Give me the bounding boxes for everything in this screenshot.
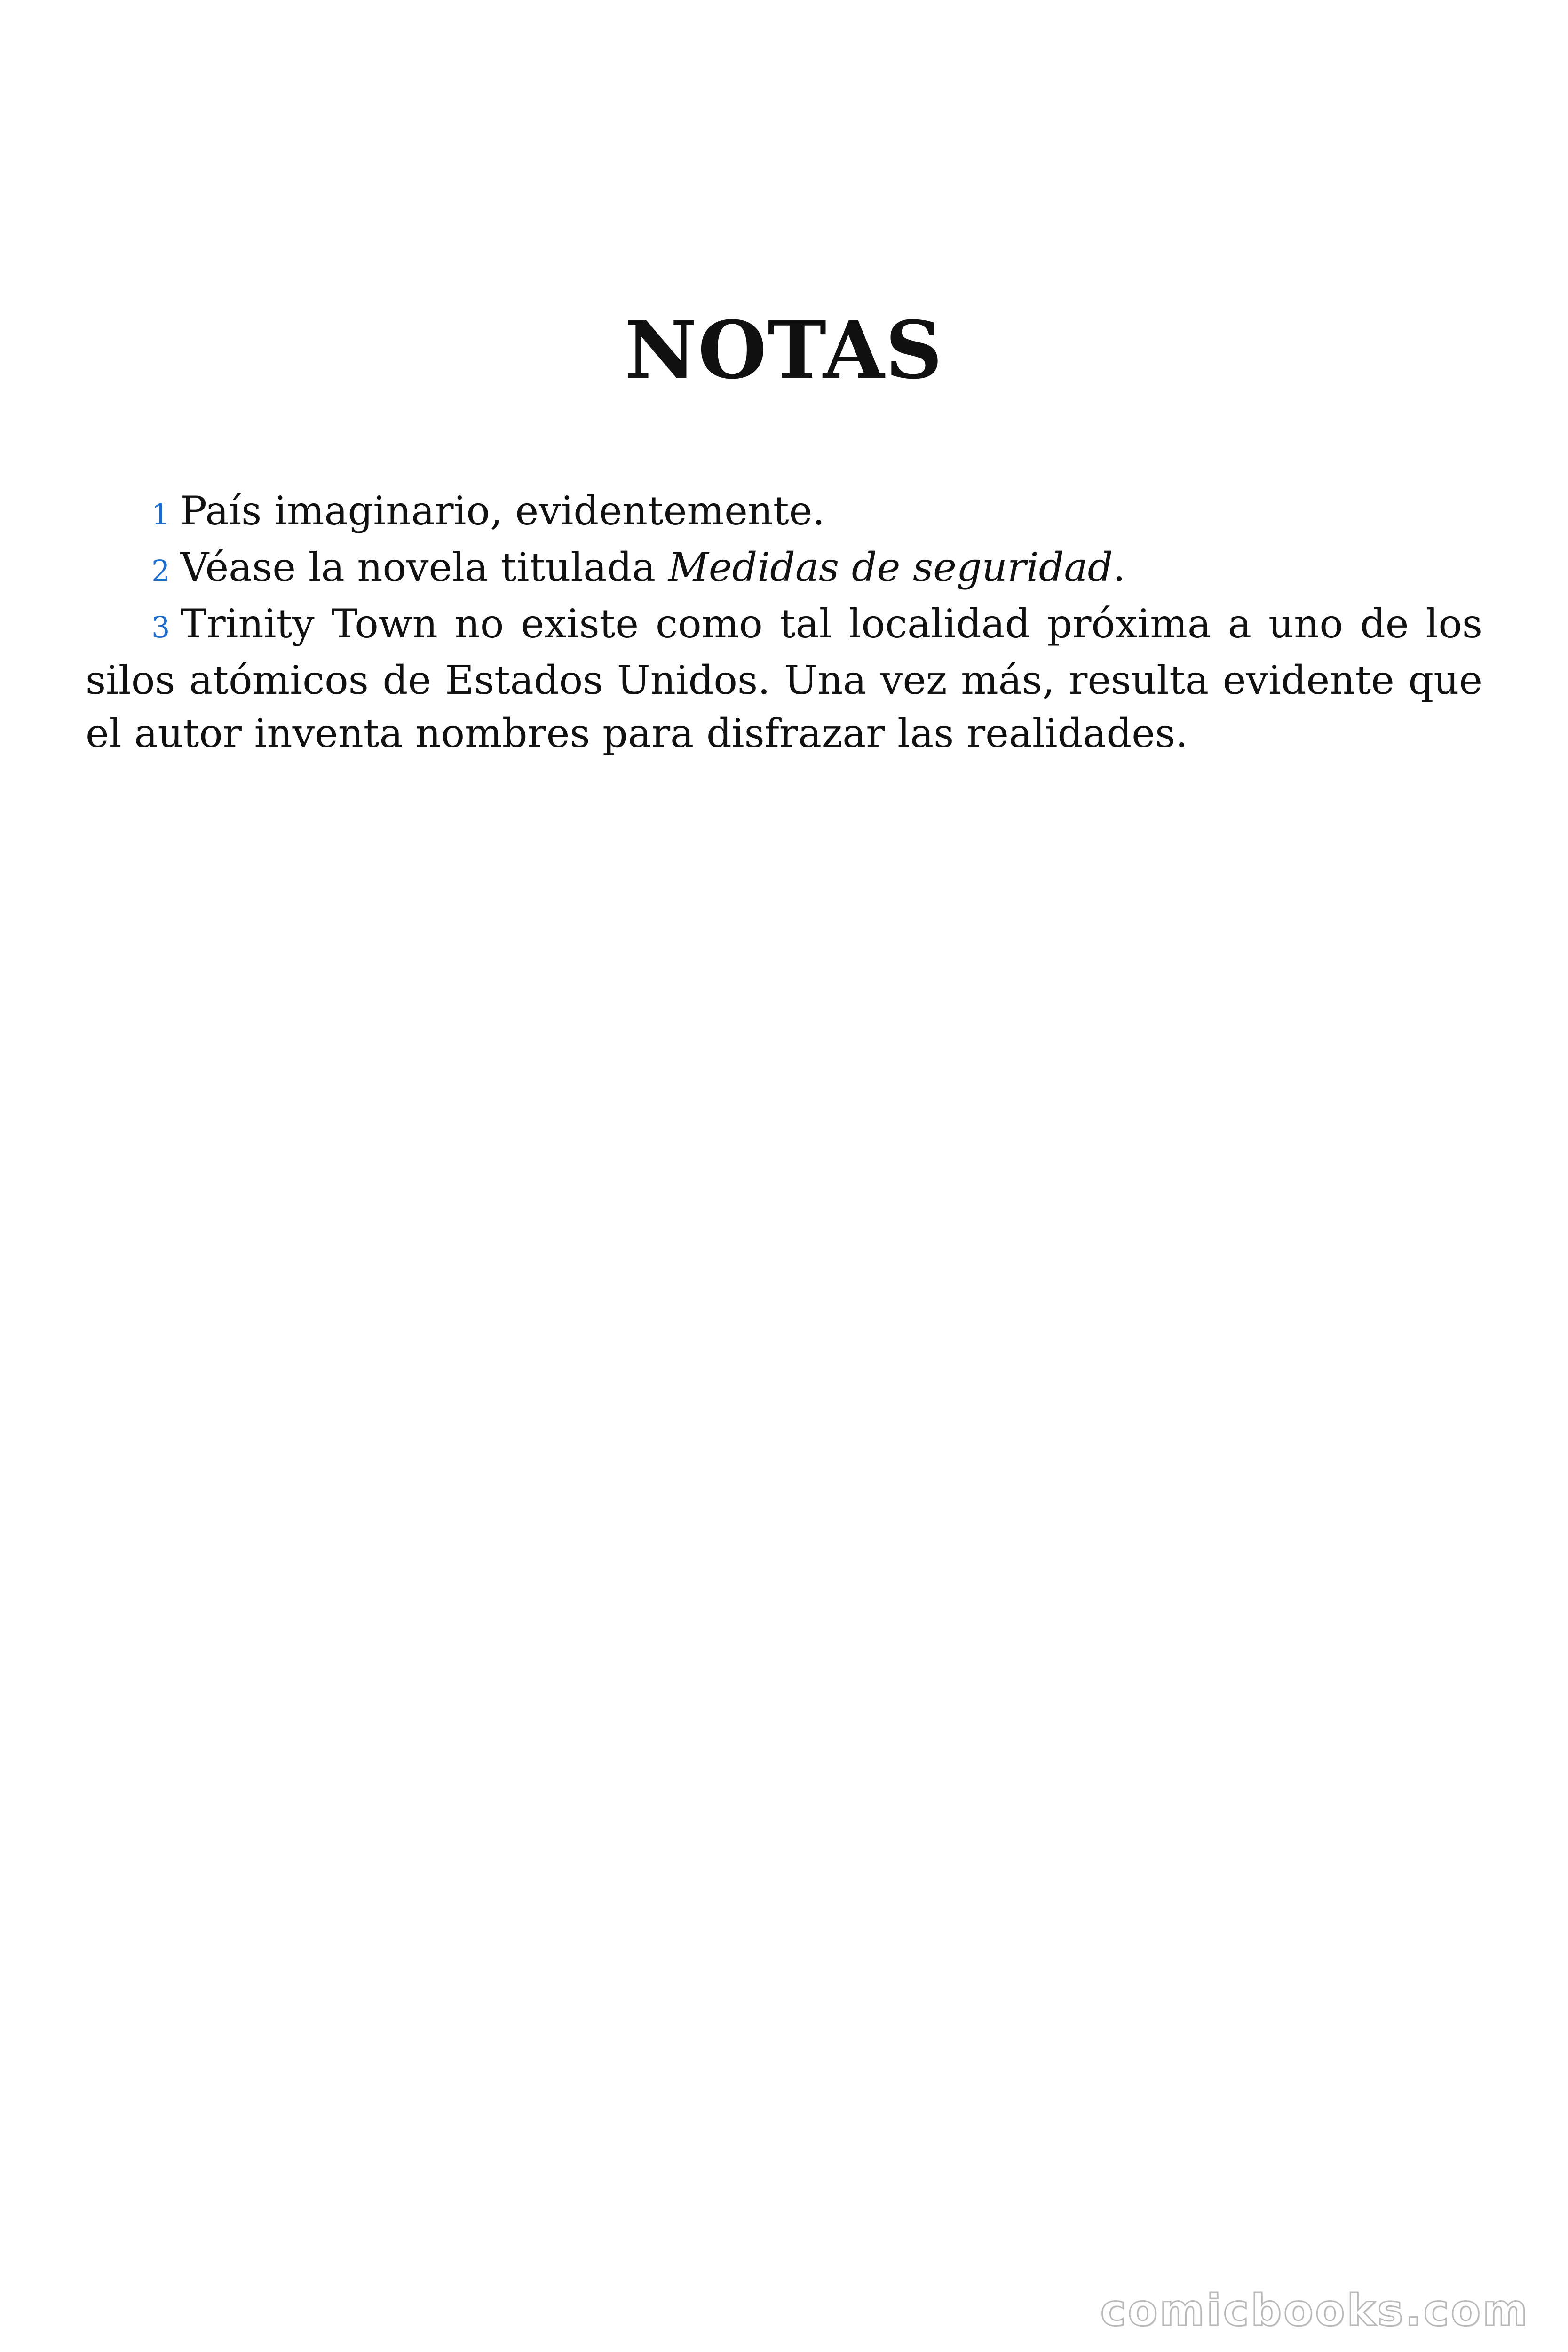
page-title: NOTAS [625,303,943,397]
note-item [86,541,1482,597]
note-number-link[interactable]: 2 [151,554,170,588]
note-text-end: . [1113,544,1126,590]
note-number-link[interactable]: 3 [151,610,170,644]
watermark-logo: comicbooks.com [1100,2285,1529,2336]
note-text: Véase la novela titulada [180,544,668,590]
note-text: Trinity Town no existe como tal localidad próxima a uno de los silos atómicos de Estados Unidos. Una vez más, resulta evidente que el autor inventa nombres para disfrazar las realidades. [86,601,1482,756]
note-text: País imaginario, evidentemente. [180,488,825,534]
note-number-link[interactable]: 1 [151,497,170,532]
notes-list [86,485,1482,760]
note-item [86,597,1482,760]
book-title: Medidas de seguridad [668,544,1113,590]
note-item [86,485,1482,541]
